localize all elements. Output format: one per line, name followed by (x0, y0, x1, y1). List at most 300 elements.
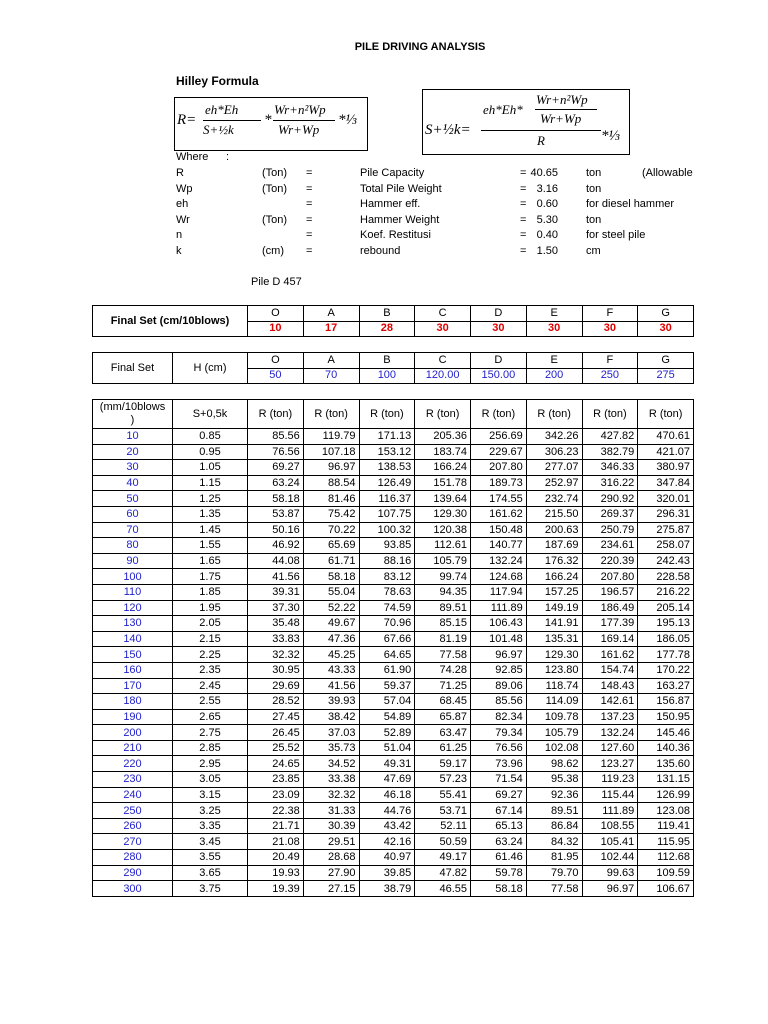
capacity-cell: 84.32 (526, 834, 582, 850)
capacity-cell: 47.82 (415, 865, 471, 881)
capacity-cell: 195.13 (638, 616, 694, 632)
capacity-cell: 23.85 (248, 772, 304, 788)
capacity-cell: 81.46 (303, 491, 359, 507)
set-mm-cell: 50 (93, 491, 173, 507)
formula-box-1 (174, 97, 368, 151)
capacity-cell: 65.69 (303, 538, 359, 554)
set-mm-cell: 30 (93, 460, 173, 476)
capacity-cell: 41.56 (248, 569, 304, 585)
s-half-k-cell: 1.05 (173, 460, 248, 476)
variable-row-wr (176, 214, 768, 230)
variable-sym: k (176, 245, 182, 257)
capacity-cell: 114.09 (526, 694, 582, 710)
hammer-height-col-header: B (359, 353, 415, 369)
set-mm-cell: 100 (93, 569, 173, 585)
final-set-col-header: E (526, 306, 582, 322)
capacity-cell: 316.22 (582, 475, 638, 491)
final-set-col-header: F (582, 306, 638, 322)
s-half-k-cell: 3.15 (173, 787, 248, 803)
set-mm-cell: 10 (93, 429, 173, 445)
formula2-num-a: eh*Eh* (483, 102, 523, 117)
capacity-cell: 124.68 (471, 569, 527, 585)
capacity-cell: 29.69 (248, 678, 304, 694)
where-label: Where (176, 151, 209, 163)
capacity-cell: 38.42 (303, 709, 359, 725)
hammer-height-col-header: D (471, 353, 527, 369)
capacity-cell: 207.80 (582, 569, 638, 585)
capacity-cell: 47.36 (303, 631, 359, 647)
s-half-k-cell: 3.35 (173, 818, 248, 834)
capacity-cell: 59.17 (415, 756, 471, 772)
capacity-cell: 100.32 (359, 522, 415, 538)
variable-row-k (176, 245, 768, 261)
set-mm-cell: 240 (93, 787, 173, 803)
set-mm-cell: 150 (93, 647, 173, 663)
capacity-cell: 196.57 (582, 584, 638, 600)
formula1-lhs: R= (177, 112, 197, 128)
variable-desc: Total Pile Weight (360, 182, 442, 195)
capacity-cell: 145.46 (638, 725, 694, 741)
final-set-col-header: B (359, 306, 415, 322)
variable-eq: = (306, 229, 313, 242)
final-set-label: Final Set (cm/10blows) (93, 306, 248, 337)
capacity-cell: 109.78 (526, 709, 582, 725)
capacity-cell: 161.62 (471, 506, 527, 522)
hammer-height-value: 70 (303, 368, 359, 384)
capacity-col-header: R (ton) (526, 400, 582, 429)
capacity-cell: 74.28 (415, 662, 471, 678)
capacity-cell: 140.36 (638, 740, 694, 756)
table-row (93, 865, 694, 881)
s-half-k-cell: 1.75 (173, 569, 248, 585)
capacity-cell: 129.30 (415, 506, 471, 522)
capacity-cell: 126.99 (638, 787, 694, 803)
variable-value: 0.60 (536, 198, 558, 211)
capacity-cell: 69.27 (248, 460, 304, 476)
variable-eq2: = (520, 245, 527, 257)
capacity-cell: 296.31 (638, 506, 694, 522)
capacity-cell: 132.24 (471, 553, 527, 569)
set-mm-cell: 80 (93, 538, 173, 554)
capacity-cell: 177.39 (582, 616, 638, 632)
table-row (93, 475, 694, 491)
capacity-cell: 119.23 (582, 772, 638, 788)
variable-eq2: = (520, 213, 527, 226)
capacity-cell: 43.33 (303, 662, 359, 678)
formula2-inner-bar (535, 109, 597, 110)
capacity-cell: 67.14 (471, 803, 527, 819)
capacity-col-header: R (ton) (359, 400, 415, 429)
final-set-value: 30 (582, 321, 638, 337)
capacity-cell: 19.39 (248, 881, 304, 897)
variable-sym: n (176, 229, 183, 242)
capacity-cell: 150.48 (471, 522, 527, 538)
set-mm-cell: 160 (93, 662, 173, 678)
capacity-cell: 96.97 (471, 647, 527, 663)
variable-sym: Wr (176, 213, 190, 226)
capacity-cell: 34.52 (303, 756, 359, 772)
capacity-cell: 64.65 (359, 647, 415, 663)
capacity-cell: 94.35 (415, 584, 471, 600)
capacity-cell: 149.19 (526, 600, 582, 616)
capacity-cell: 421.07 (638, 444, 694, 460)
capacity-cell: 49.31 (359, 756, 415, 772)
variable-unit: (Ton) (262, 182, 288, 195)
set-mm-cell: 90 (93, 553, 173, 569)
formula1-tail: *⅓ (338, 112, 357, 128)
variable-desc: Hammer eff. (360, 198, 421, 211)
capacity-cell: 51.04 (359, 740, 415, 756)
table-row (93, 491, 694, 507)
variable-row-r (176, 167, 768, 183)
capacity-col-header: R (ton) (638, 400, 694, 429)
capacity-cell: 85.56 (248, 429, 304, 445)
capacity-cell: 27.15 (303, 881, 359, 897)
capacity-cell: 132.24 (582, 725, 638, 741)
capacity-cell: 28.68 (303, 850, 359, 866)
variable-row-n (176, 229, 768, 245)
capacity-cell: 54.89 (359, 709, 415, 725)
capacity-col-header: R (ton) (471, 400, 527, 429)
table-row (93, 725, 694, 741)
capacity-cell: 95.38 (526, 772, 582, 788)
s-half-k-cell: 3.75 (173, 881, 248, 897)
variable-value: 1.50 (536, 245, 558, 257)
s-half-k-cell: 2.25 (173, 647, 248, 663)
capacity-cell: 470.61 (638, 429, 694, 445)
capacity-cell: 111.89 (471, 600, 527, 616)
capacity-cell: 75.42 (303, 506, 359, 522)
table-row (93, 444, 694, 460)
table-row (93, 553, 694, 569)
table-row (93, 506, 694, 522)
capacity-cell: 96.97 (582, 881, 638, 897)
variable-eq2: = (520, 182, 527, 195)
variable-eq2: = (520, 167, 527, 179)
capacity-cell: 142.61 (582, 694, 638, 710)
capacity-cell: 38.79 (359, 881, 415, 897)
capacity-cell: 157.25 (526, 584, 582, 600)
hammer-height-col-header: F (582, 353, 638, 369)
table-row (93, 803, 694, 819)
capacity-cell: 37.30 (248, 600, 304, 616)
s-half-k-cell: 3.45 (173, 834, 248, 850)
capacity-cell: 58.18 (248, 491, 304, 507)
final-set-value: 30 (638, 321, 694, 337)
formula1-num1: eh*Eh (205, 102, 239, 117)
s-half-k-cell: 2.05 (173, 616, 248, 632)
capacity-cell: 46.55 (415, 881, 471, 897)
capacity-cell: 29.51 (303, 834, 359, 850)
capacity-cell: 28.52 (248, 694, 304, 710)
capacity-cell: 166.24 (415, 460, 471, 476)
formula1-den2: Wr+Wp (278, 122, 320, 137)
capacity-cell: 111.89 (582, 803, 638, 819)
capacity-cell: 63.47 (415, 725, 471, 741)
set-mm-cell: 120 (93, 600, 173, 616)
table-row (93, 662, 694, 678)
where-colon: : (226, 151, 230, 163)
capacity-cell: 61.71 (303, 553, 359, 569)
capacity-cell: 137.23 (582, 709, 638, 725)
capacity-cell: 23.09 (248, 787, 304, 803)
s-half-k-cell: 1.35 (173, 506, 248, 522)
capacity-cell: 320.01 (638, 491, 694, 507)
set-mm-cell: 70 (93, 522, 173, 538)
table-row (93, 818, 694, 834)
capacity-cell: 68.45 (415, 694, 471, 710)
variable-value: 3.16 (536, 182, 558, 195)
set-mm-cell: 280 (93, 850, 173, 866)
capacity-cell: 207.80 (471, 460, 527, 476)
capacity-cell: 93.85 (359, 538, 415, 554)
capacity-cell: 205.36 (415, 429, 471, 445)
table-row (93, 787, 694, 803)
capacity-cell: 61.25 (415, 740, 471, 756)
set-mm-cell: 170 (93, 678, 173, 694)
document-title: PILE DRIVING ANALYSIS (354, 41, 486, 53)
capacity-cell: 92.36 (526, 787, 582, 803)
formula-name: Hilley Formula (176, 74, 259, 88)
capacity-cell: 380.97 (638, 460, 694, 476)
capacity-cell: 123.80 (526, 662, 582, 678)
formula1-bar1 (203, 120, 261, 121)
s-half-k-cell: 1.15 (173, 475, 248, 491)
capacity-cell: 123.08 (638, 803, 694, 819)
capacity-cell: 99.74 (415, 569, 471, 585)
set-mm-cell: 200 (93, 725, 173, 741)
set-mm-cell: 250 (93, 803, 173, 819)
variable-vunit: ton (586, 213, 602, 226)
variable-eq: = (306, 245, 313, 257)
capacity-cell: 79.70 (526, 865, 582, 881)
capacity-cell: 52.22 (303, 600, 359, 616)
capacity-cell: 81.95 (526, 850, 582, 866)
table-row (93, 631, 694, 647)
capacity-cell: 73.96 (471, 756, 527, 772)
h-cm-label: H (cm) (173, 353, 248, 384)
set-mm-cell: 130 (93, 616, 173, 632)
table-row (93, 538, 694, 554)
s-half-k-cell: 3.55 (173, 850, 248, 866)
capacity-col-header: (mm/10blows ) (93, 400, 173, 429)
capacity-cell: 151.78 (415, 475, 471, 491)
capacity-cell: 258.07 (638, 538, 694, 554)
capacity-cell: 427.82 (582, 429, 638, 445)
capacity-cell: 119.79 (303, 429, 359, 445)
capacity-cell: 256.69 (471, 429, 527, 445)
capacity-cell: 83.12 (359, 569, 415, 585)
variable-eq: = (306, 213, 313, 226)
hammer-height-value: 120.00 (415, 368, 471, 384)
capacity-cell: 161.62 (582, 647, 638, 663)
capacity-cell: 200.63 (526, 522, 582, 538)
table-row (93, 834, 694, 850)
variable-vunit: ton (586, 167, 602, 179)
table-row (93, 616, 694, 632)
variable-desc: Koef. Restitusi (360, 229, 431, 242)
s-half-k-cell: 0.85 (173, 429, 248, 445)
capacity-cell: 74.59 (359, 600, 415, 616)
capacity-table (92, 399, 694, 897)
set-mm-cell: 290 (93, 865, 173, 881)
capacity-cell: 53.87 (248, 506, 304, 522)
capacity-cell: 170.22 (638, 662, 694, 678)
set-mm-cell: 140 (93, 631, 173, 647)
capacity-cell: 47.69 (359, 772, 415, 788)
capacity-cell: 85.15 (415, 616, 471, 632)
capacity-cell: 153.12 (359, 444, 415, 460)
variable-eq2: = (520, 229, 527, 242)
variable-eq: = (306, 182, 313, 195)
capacity-cell: 31.33 (303, 803, 359, 819)
variable-value: 5.30 (536, 213, 558, 226)
capacity-cell: 76.56 (248, 444, 304, 460)
capacity-cell: 150.95 (638, 709, 694, 725)
capacity-cell: 174.55 (471, 491, 527, 507)
capacity-cell: 44.76 (359, 803, 415, 819)
capacity-cell: 76.56 (471, 740, 527, 756)
capacity-cell: 77.58 (526, 881, 582, 897)
capacity-cell: 85.56 (471, 694, 527, 710)
capacity-cell: 33.38 (303, 772, 359, 788)
capacity-cell: 166.24 (526, 569, 582, 585)
set-mm-cell: 110 (93, 584, 173, 600)
capacity-cell: 106.43 (471, 616, 527, 632)
hammer-height-col-header: A (303, 353, 359, 369)
capacity-cell: 229.67 (471, 444, 527, 460)
final-set-value: 17 (303, 321, 359, 337)
s-half-k-cell: 0.95 (173, 444, 248, 460)
capacity-cell: 55.04 (303, 584, 359, 600)
capacity-cell: 59.37 (359, 678, 415, 694)
formula1-den1: S+½k (203, 122, 234, 137)
s-half-k-cell: 1.85 (173, 584, 248, 600)
variable-unit: (Ton) (262, 167, 288, 179)
capacity-cell: 70.22 (303, 522, 359, 538)
capacity-cell: 25.52 (248, 740, 304, 756)
variable-row-eh (176, 198, 768, 214)
capacity-cell: 57.04 (359, 694, 415, 710)
capacity-cell: 53.71 (415, 803, 471, 819)
capacity-cell: 21.08 (248, 834, 304, 850)
capacity-cell: 45.25 (303, 647, 359, 663)
table-row (93, 881, 694, 897)
final-set-value: 30 (471, 321, 527, 337)
s-half-k-cell: 3.65 (173, 865, 248, 881)
table-row (93, 756, 694, 772)
capacity-cell: 186.05 (638, 631, 694, 647)
capacity-cell: 215.50 (526, 506, 582, 522)
capacity-cell: 32.32 (248, 647, 304, 663)
set-mm-cell: 300 (93, 881, 173, 897)
formula2-lhs: S+½k= (425, 122, 471, 138)
capacity-cell: 156.87 (638, 694, 694, 710)
set-mm-cell: 40 (93, 475, 173, 491)
capacity-cell: 234.61 (582, 538, 638, 554)
capacity-cell: 228.58 (638, 569, 694, 585)
capacity-cell: 61.46 (471, 850, 527, 866)
capacity-cell: 65.13 (471, 818, 527, 834)
capacity-cell: 19.93 (248, 865, 304, 881)
formula-box-2 (422, 89, 630, 155)
capacity-col-header: S+0,5k (173, 400, 248, 429)
variable-sym: eh (176, 198, 189, 211)
capacity-cell: 131.15 (638, 772, 694, 788)
capacity-cell: 98.62 (526, 756, 582, 772)
variable-value: 40.65 (530, 167, 558, 179)
capacity-cell: 107.75 (359, 506, 415, 522)
capacity-cell: 205.14 (638, 600, 694, 616)
formula2-den: R (537, 133, 545, 148)
formula1-bar2 (273, 120, 335, 121)
s-half-k-cell: 2.15 (173, 631, 248, 647)
capacity-cell: 107.18 (303, 444, 359, 460)
capacity-cell: 135.31 (526, 631, 582, 647)
capacity-cell: 46.92 (248, 538, 304, 554)
table-row (93, 522, 694, 538)
s-half-k-cell: 1.25 (173, 491, 248, 507)
capacity-cell: 171.13 (359, 429, 415, 445)
capacity-col-header: R (ton) (415, 400, 471, 429)
capacity-cell: 35.48 (248, 616, 304, 632)
capacity-cell: 50.16 (248, 522, 304, 538)
pile-label: Pile D 457 (251, 276, 302, 288)
capacity-cell: 63.24 (471, 834, 527, 850)
capacity-cell: 89.51 (526, 803, 582, 819)
capacity-cell: 382.79 (582, 444, 638, 460)
final-set-table (92, 305, 694, 337)
formula1-num2: Wr+n²Wp (274, 102, 326, 117)
capacity-cell: 67.66 (359, 631, 415, 647)
table-row (93, 772, 694, 788)
capacity-cell: 63.24 (248, 475, 304, 491)
variable-note: (Allowable (642, 167, 693, 179)
set-mm-cell: 210 (93, 740, 173, 756)
capacity-col-header: R (ton) (248, 400, 304, 429)
capacity-cell: 58.18 (471, 881, 527, 897)
capacity-cell: 105.79 (415, 553, 471, 569)
formula1-mult: * (264, 112, 272, 128)
s-half-k-cell: 2.65 (173, 709, 248, 725)
final-set-value: 10 (248, 321, 304, 337)
table-row (93, 429, 694, 445)
capacity-cell: 105.41 (582, 834, 638, 850)
capacity-cell: 89.51 (415, 600, 471, 616)
capacity-cell: 52.11 (415, 818, 471, 834)
s-half-k-cell: 2.75 (173, 725, 248, 741)
capacity-cell: 77.58 (415, 647, 471, 663)
variable-vunit: for steel pile (586, 229, 646, 242)
capacity-cell: 109.59 (638, 865, 694, 881)
hammer-height-col-header: C (415, 353, 471, 369)
capacity-cell: 21.71 (248, 818, 304, 834)
capacity-cell: 46.18 (359, 787, 415, 803)
capacity-cell: 115.95 (638, 834, 694, 850)
set-mm-cell: 190 (93, 709, 173, 725)
capacity-cell: 123.27 (582, 756, 638, 772)
capacity-cell: 89.06 (471, 678, 527, 694)
hammer-height-col-header: O (248, 353, 304, 369)
capacity-cell: 216.22 (638, 584, 694, 600)
hammer-height-col-header: G (638, 353, 694, 369)
final-set-col-header: D (471, 306, 527, 322)
capacity-cell: 252.97 (526, 475, 582, 491)
capacity-cell: 30.95 (248, 662, 304, 678)
capacity-cell: 32.32 (303, 787, 359, 803)
capacity-col-header: R (ton) (303, 400, 359, 429)
table-row (93, 569, 694, 585)
